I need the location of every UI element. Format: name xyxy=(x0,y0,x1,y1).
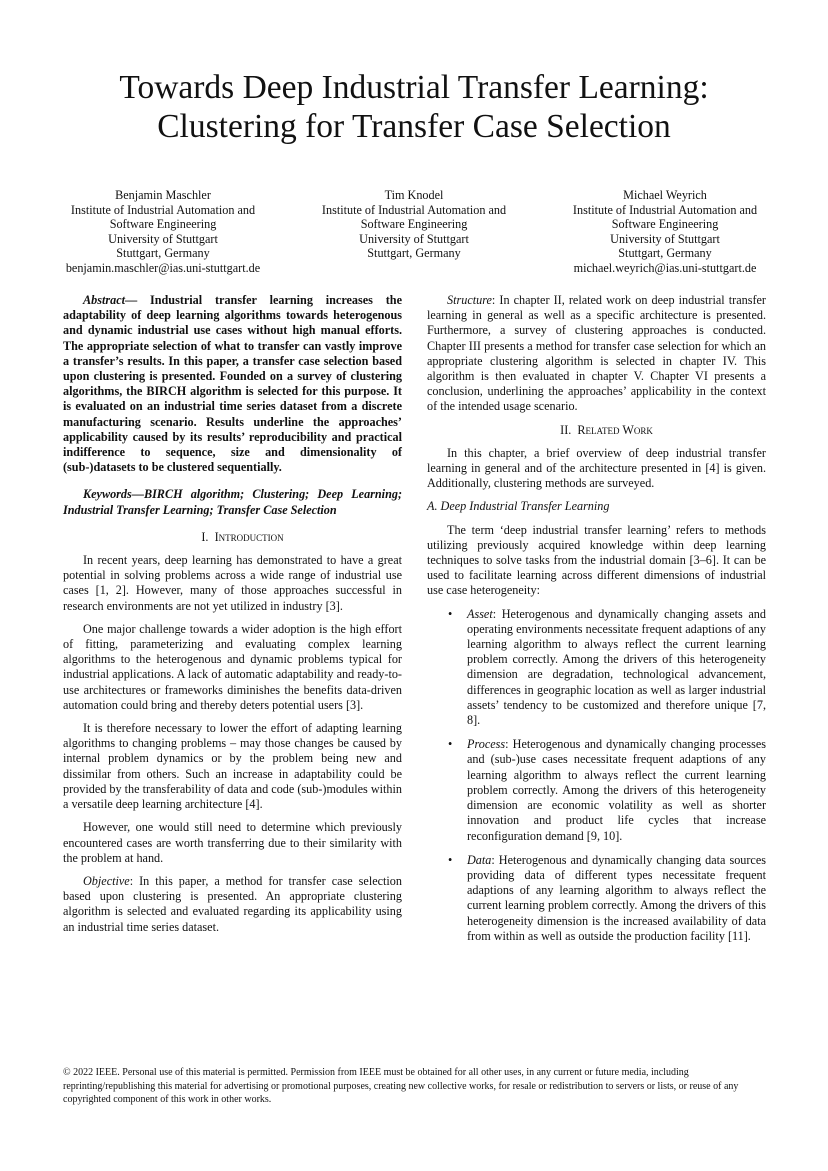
author-location: Stuttgart, Germany xyxy=(116,246,210,260)
related-work-paragraph-2: The term ‘deep industrial transfer learning’ refers to methods utilizing previously acquired knowledge within deep learning techniques to solve tasks from the industrial domain [3–6]. It can be used to facilitate learning across different dimensions of industrial use case heterogeneity: xyxy=(427,522,766,598)
abstract-label: Abstract xyxy=(83,293,125,307)
list-item xyxy=(467,607,766,729)
section-title: Related Work xyxy=(577,422,653,437)
paper-title xyxy=(0,68,828,146)
list-item xyxy=(467,737,766,843)
keywords: Keywords—BIRCH algorithm; Clustering; Deep Learning; Industrial Transfer Learning; Transfer Case Selection xyxy=(63,487,402,517)
abstract xyxy=(63,293,402,475)
author-name: Tim Knodel xyxy=(384,188,444,202)
objective-paragraph xyxy=(63,874,402,935)
list-item-label: Process xyxy=(467,737,506,752)
intro-paragraph-1: In recent years, deep learning has demonstrated to have a great potential in solving problems across a wide range of industrial use cases [1, 2]. However, many of those approaches successful in research environments are not yet utilized in industry [3]. xyxy=(63,553,402,613)
author-location: Stuttgart, Germany xyxy=(618,246,712,260)
author-affiliation: Software Engineering xyxy=(611,217,719,231)
author-block-1 xyxy=(38,188,288,275)
left-column xyxy=(63,293,402,943)
list-item-text: : Heterogenous and dynamically changing processes and (sub-)use cases necessitate frequent adaptions of any learning algorithm to always reflect the current learning problem correctly. Among the drivers of this heterogeneity dimension are economic volatility as well as shorter innovation and product life cycles that increase reconfiguration demand [9, 10]. xyxy=(467,737,766,843)
author-affiliation: Software Engineering xyxy=(109,217,217,231)
author-affiliation: Institute of Industrial Automation and xyxy=(572,202,758,217)
intro-paragraph-4: However, one would still need to determine which previously encountered cases are worth transferring due to their similarity with the problem at hand. xyxy=(63,820,402,865)
section-heading-related-work xyxy=(427,423,766,438)
author-university: University of Stuttgart xyxy=(359,231,469,246)
intro-paragraph-3: It is therefore necessary to lower the effort of adapting learning algorithms to changing problems – may those changes be caused by internal problem dynamics or by the problem being new and dissimilar from others. Such an increase in adaptability could be provided by the transferability of data and code (sub-)modules within a versatile deep learning architecture [4]. xyxy=(63,721,402,812)
author-university: University of Stuttgart xyxy=(108,231,218,246)
author-affiliation: Software Engineering xyxy=(360,217,468,231)
title-line-2: Clustering for Transfer Case Selection xyxy=(157,108,671,145)
intro-paragraph-2: One major challenge towards a wider adoption is the high effort of fitting, parameterizing and evaluating complex learning algorithms to the heterogenous and dynamic problems typical for industrial applications. A lack of automatic adaptability and ready-to-use architectures or frameworks diminishes the benefits data-driven automation could bring and thereby deters potential users [3]. xyxy=(63,621,402,712)
author-block-2 xyxy=(289,188,539,261)
structure-label: Structure xyxy=(447,293,492,307)
list-item-label: Data xyxy=(467,852,492,867)
objective-text: : In this paper, a method for transfer case selection based upon clustering is presented. An appropriate clustering algorithm is selected and evaluated regarding its applicability using an industrial time series dataset. xyxy=(63,873,402,934)
section-heading-introduction xyxy=(63,530,402,545)
author-email[interactable]: michael.weyrich@ias.uni-stuttgart.de xyxy=(573,260,757,275)
list-item-text: : Heterogenous and dynamically changing assets and operating environments necessitate frequent adaptions of any learning algorithm to always reflect the current learning problem correctly. Among the drivers of this heterogeneity dimension are degradation, technological advancement, differences in geographic location as well as larger industrial assets’ tendency to be customized and therefore unique [7, 8]. xyxy=(467,606,766,728)
right-column xyxy=(427,293,766,953)
list-item-text: : Heterogenous and dynamically changing data sources providing data of different types necessitate frequent adaptions of any learning algorithm to always reflect the current learning problem correctly. Among the drivers of this heterogeneity dimension is the increased availability of data from within as well as outside the production facility [11]. xyxy=(467,852,766,943)
related-work-paragraph-1: In this chapter, a brief overview of deep industrial transfer learning in general and of the architecture presented in [4] is given. Additionally, clustering methods are surveyed. xyxy=(427,445,766,491)
author-university: University of Stuttgart xyxy=(610,231,720,246)
author-location: Stuttgart, Germany xyxy=(367,246,461,260)
section-title: Introduction xyxy=(214,529,284,544)
author-affiliation: Institute of Industrial Automation and xyxy=(70,202,256,217)
section-number: II. xyxy=(560,422,572,437)
heterogeneity-list xyxy=(427,607,766,944)
copyright-footer: © 2022 IEEE. Personal use of this material is permitted. Permission from IEEE must be obtained for all other uses, in any current or future media, including reprinting/republishing this material for advertising or promotional purposes, creating new collective works, for resale or redistribution to servers or lists, or reuse of any copyrighted component of this work in other works. xyxy=(63,1067,739,1105)
author-email[interactable]: benjamin.maschler@ias.uni-stuttgart.de xyxy=(65,260,261,275)
author-block-3 xyxy=(540,188,790,275)
objective-label: Objective xyxy=(83,873,130,888)
section-number: I. xyxy=(201,529,209,544)
title-line-1: Towards Deep Industrial Transfer Learning: xyxy=(119,69,709,106)
author-name: Michael Weyrich xyxy=(623,188,707,202)
author-affiliation: Institute of Industrial Automation and xyxy=(321,202,507,217)
author-name: Benjamin Maschler xyxy=(115,188,211,202)
structure-text: : In chapter II, related work on deep industrial transfer learning in general as well as a specific architecture is presented. Furthermore, a survey of clustering approaches is conducted. Chapter III presents a method for transfer case selection for which an appropriate clustering algorithm is selected in chapter IV. This algorithm is then evaluated in chapter V. Chapter VI presents a conclusion, underlining the approaches’ applicability in the context of the intended usage scenario. xyxy=(427,293,766,414)
abstract-text: — Industrial transfer learning increases the adaptability of deep learning algorithms towards heterogenous and dynamic industrial use cases without high manual efforts. The appropriate selection of what to transfer can vastly improve a transfer’s results. In this paper, a transfer case selection based upon clustering is presented. Founded on a survey of clustering algorithms, the BIRCH algorithm is selected for this purpose. It is evaluated on an industrial time series dataset from a discrete manufacturing scenario. Results underline the approaches’ applicability caused by its results’ reproducibility and practical indifference to sequence, size and dimensionality of (sub-)datasets to be clustered sequentially. xyxy=(63,293,402,475)
subsection-heading-a: A. Deep Industrial Transfer Learning xyxy=(427,499,610,514)
list-item xyxy=(467,853,766,944)
structure-paragraph xyxy=(427,293,766,415)
list-item-label: Asset xyxy=(467,606,493,621)
